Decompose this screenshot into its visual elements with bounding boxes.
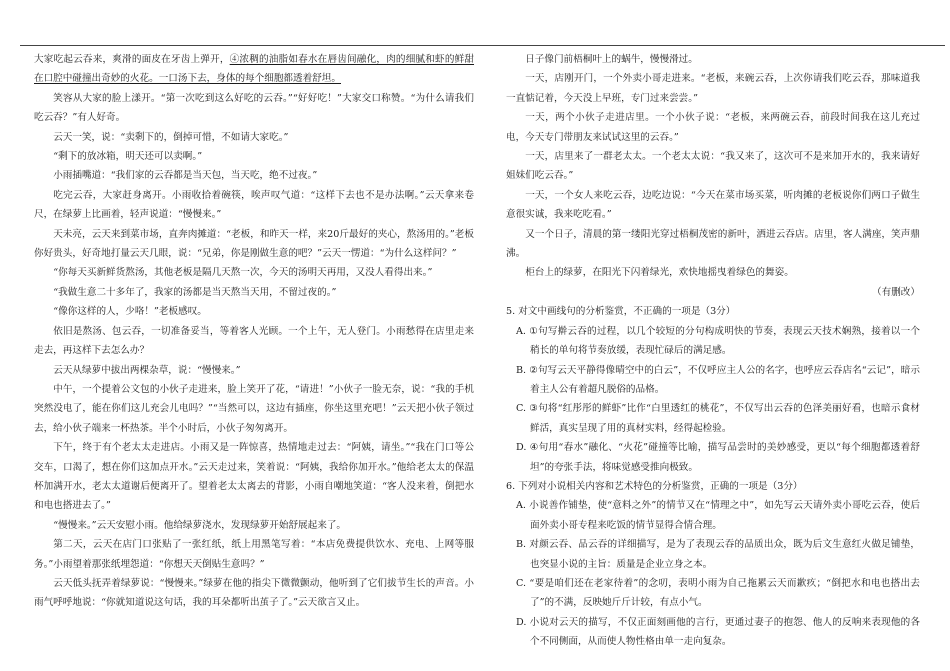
paragraph: “你每天买新鲜货熬汤，其他老板是隔几天熬一次，今天的汤明天再用，又没人看得出来。” xyxy=(53,267,433,279)
paragraph: 云天从绿萝中拔出两棵杂草，说：“慢慢来。” xyxy=(53,364,241,376)
paragraph: 日子像门前梧桐叶上的蜗牛，慢慢滑过。 xyxy=(525,54,698,65)
question-5-option-b: B. ②句写云天平静得像晴空中的白云”，不仅呼应主人公的名字，也呼应云吞店名“云记”，暗示着主人公有着超凡脱俗的品格。 xyxy=(516,364,920,395)
paragraph: 吃完云吞，大家赶身离开。小雨收拾着碗筷，唉声叹气道：“这样下去也不是办法啊。”云天拿来卷尺，在绿萝上比画着，轻声说道：“慢慢来。” xyxy=(34,189,474,221)
paragraph-text: 大家吃起云吞来，爽滑的面皮在牙齿上弹开， xyxy=(34,54,230,65)
paragraph: 又一个日子，清晨的第一缕阳光穿过梧桐茂密的新叶，洒进云吞店。店里，客人满座，笑声鼎沸。 xyxy=(506,228,920,260)
paragraph: 第二天，云天在店门口张贴了一张红纸，纸上用黑笔写着：“本店免费提供饮水、充电、上网等服务。”小雨望着那张纸埋怨道：“你想天天倒贴生意吗？” xyxy=(34,539,474,570)
question-5-option-c: C. ③句将“红彤彤的鲜虾”比作“白里透红的桃花”，不仅写出云吞的色泽美丽好看，也暗示食材鲜活，真实呈现了用的真材实料，经得起检验。 xyxy=(516,403,920,434)
paragraph-underlined xyxy=(34,50,474,89)
source-note: （有删改） xyxy=(872,286,920,298)
paragraph: 一天，一个女人来吃云吞，边吃边说：“今天在菜市场买菜，听肉摊的老板说你们两口子做生意很实诚，我来吃吃看。” xyxy=(506,189,920,221)
paragraph: 云天一笑，说：“卖剩下的，倒掉可惜，不如请大家吃。” xyxy=(53,131,289,143)
paragraph: “剩下的放冰箱，明天还可以卖啊。” xyxy=(53,151,203,163)
question-6-option-d: D. 小说对云天的描写，不仅正面刻画他的言行，更通过妻子的抱怨、他人的反响来表现他的各个不同侧面，从而使人物性格由单一走向复杂。 xyxy=(516,616,920,648)
paragraph: 一天，店刚开门，一个外卖小哥走进来。“老板，来碗云吞，上次你请我们吃云吞，那味道我一直惦记着，今天没上早班，专门过来尝尝。” xyxy=(506,73,920,104)
paragraph: 中午，一个提着公文包的小伙子走进来，脸上笑开了花，“请进！”小伙子一脸无奈，说：“我的手机突然没电了，能在你们这儿充会儿电吗？”“当然可以，这边有插座，你坐这里充吧！”云天把小伙子领过去，给小伙子端来一杯热茶。半个小时后，小伙子匆匆离开。 xyxy=(34,383,474,434)
question-5-stem: 5. 对文中画线句的分析鉴赏，不正确的一项是（3分） xyxy=(506,306,736,318)
paragraph: 笑容从大家的脸上漾开。“第一次吃到这么好吃的云吞。”“好好吃！”大家交口称赞。“为什么请我们吃云吞？”有人好奇。 xyxy=(34,92,474,124)
question-6-option-a: A. 小说善作铺垫，使“意料之外”的情节又在“情理之中”，如先写云天请外卖小哥吃云吞，使后面外卖小哥专程来吃饭的情节显得合情合理。 xyxy=(516,500,920,531)
question-6-option-c: C. “要是咱们还在老家待着”的念叨，表明小雨为自己拖累云天而歉疚；“倒把水和电也搭出去了”的不满，反映她斤斤计较，有点小气。 xyxy=(516,577,920,609)
paragraph: 小雨插嘴道：“我们家的云吞都是当天包，当天吃，绝不过夜。” xyxy=(53,170,318,182)
underlined-sentence-4: ④浓稠的油脂如春水在唇齿间融化，肉的细腻和虾的鲜甜在口腔中碰撞出奇妙的火花。一口汤下去，身体的每个细胞都透着舒坦。 xyxy=(34,54,475,85)
paragraph: 一天，两个小伙子走进店里。一个小伙子说：“老板，来两碗云吞，前段时间我在这儿充过电，今天专门带朋友来试试这里的云吞。” xyxy=(506,112,920,143)
paragraph: 云天低头抚弄着绿萝说：“慢慢来。”绿萝在他的指尖下微微颤动，他听到了它们拔节生长的声音。小雨气呼呼地说：“你就知道说这句话，我的耳朵都听出茧子了。”云天欲言又止。 xyxy=(34,577,474,609)
paragraph: 柜台上的绿萝，在阳光下闪着绿光，欢快地摇曳着绿色的舞姿。 xyxy=(525,267,794,279)
question-5-option-a: A. ①句写擀云吞的过程，以几个较短的分句构成明快的节奏，表现云天技术娴熟，接着以一个稍长的单句将节奏放缓，表现忙碌后的满足感。 xyxy=(516,325,920,357)
paragraph: “我做生意二十多年了，我家的汤都是当天熬当天用，不留过夜的。” xyxy=(53,286,337,298)
paragraph: “慢慢来。”云天安慰小雨。他给绿萝浇水，发现绿萝开始舒展起来了。 xyxy=(53,519,347,531)
paragraph: “像你这样的人，少咯！”老板感叹。 xyxy=(53,306,207,318)
question-5-option-d: D. ④句用“春水”融化、“火花”碰撞等比喻，描写品尝时的美妙感受，更以“每个细胞都透着舒坦”的夸张手法，将味觉感受推向极致。 xyxy=(516,442,920,473)
paragraph: 一天，店里来了一群老太太。一个老太太说：“我又来了，这次可不是来加开水的，我来请好姐妹们吃云吞。” xyxy=(506,151,920,182)
paragraph: 下午，终于有个老太太走进店。小雨又是一阵惊喜，热情地走过去：“阿姨，请坐。”“我在门口等公交车，口渴了，想在你们这加点开水。”云天走过来，笑着说：“阿姨，我给你加开水。”他给老太太的保温杯加满开水，老太太道谢后便离开了。望着老太太离去的背影，小雨自嘲地笑道：“客人没来着，倒把水和电也搭进去了。” xyxy=(34,442,474,512)
question-6-option-b: B. 对颜云吞、品云吞的详细描写，是为了表现云吞的品质出众，既为后文生意红火做足铺垫，也突显小说的主旨：质量是企业立身之本。 xyxy=(516,539,920,570)
paragraph: 天未亮，云天来到菜市场，直奔肉摊道：“老板，和昨天一样，来20斤最好的夹心，熬汤用的。”老板你好贵头，好奇地打量云天几眼，说：“兄弟，你是刚做生意的吧？”云天一愣道：“为什么这样问？” xyxy=(34,228,474,260)
question-6-stem: 6. 下列对小说相关内容和艺术特色的分析鉴赏，正确的一项是（3分） xyxy=(506,480,803,492)
left-column xyxy=(34,50,474,613)
right-column xyxy=(506,50,920,652)
paragraph: 依旧是熬汤、包云吞，一切准备妥当，等着客人光顾。一个上午，无人登门。小雨愁得在店里走来走去，再这样下去怎么办？ xyxy=(34,325,474,357)
top-rule xyxy=(20,45,945,46)
